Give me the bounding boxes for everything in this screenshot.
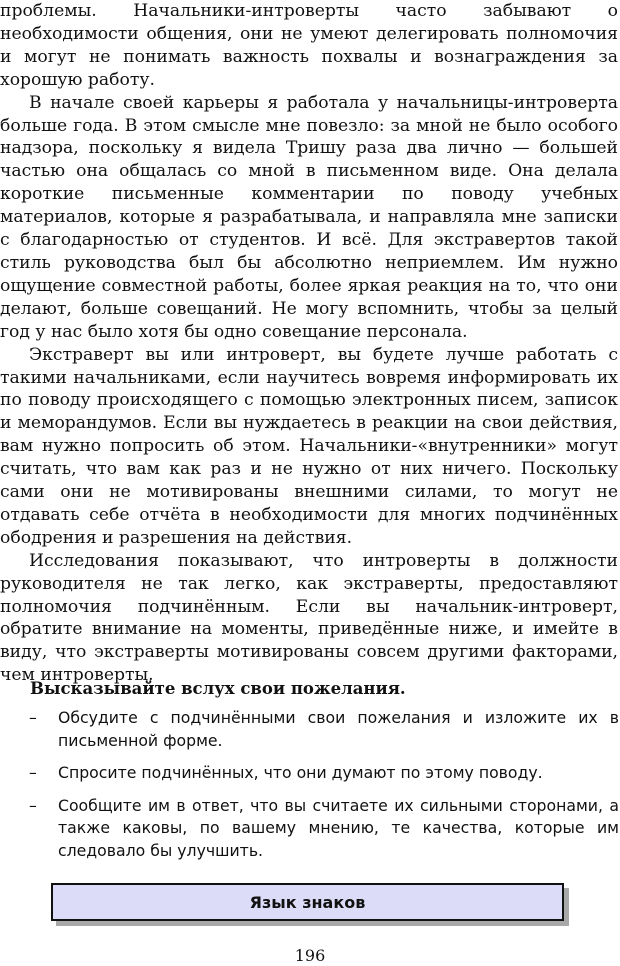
section-title: Язык знаков [249,892,366,912]
list-item [0,707,620,752]
page-number: 196 [294,946,326,965]
section-subheading: Высказывайте вслух свои пожелания. [30,679,406,698]
list-bullet: – [29,795,37,815]
list-bullet: – [29,708,37,727]
paragraph-research: Исследования показывают, что интроверты в должности руководителя не так легко, как экстраверты, предоставляют полномочия подчинённым. Если вы начальник-интроверт, обратите внимание на моменты, приведённые ниже, и имейте в виду, что экстраверты мотивированы совсем другими факторами, чем интроверты. [0,550,618,686]
paragraph-advice: Экстраверт вы или интроверт, вы будете лучше работать с такими начальниками, если научитесь вовремя информировать их по поводу происходящего с помощью электронных писем, записок и меморандумов. Если вы нуждаетесь в реакции на свои действия, вам нужно попросить об этом. Начальники-«внутренники» могут считать, что вам как раз и не нужно от них ничего. Поскольку сами они не мотивированы внешними силами, то могут не отдавать себе отчёта в необходимости для многих подчинённых ободрения и разрешения на действия. [0,344,618,548]
list-item-text: Обсудите с подчинёнными свои пожелания и изложите их в письменной форме. [58,708,619,750]
section-title-box [51,883,564,921]
list-item [0,795,620,863]
list-bullet: – [29,763,37,782]
list-item-text: Спросите подчинённых, что они думают по этому поводу. [58,763,543,782]
list-item [0,762,620,785]
paragraph-continued: проблемы. Начальники-интроверты часто забывают о необходимости общения, они не умеют делегировать полномочия и могут не понимать важность похвалы и вознаграждения за хорошую работу. [0,1,618,90]
paragraph-career: В начале своей карьеры я работала у начальницы-интроверта больше года. В этом смысле мне повезло: за мной не было особого надзора, поскольку я видела Тришу раза два лично — большей частью она общалась со мной в письменном виде. Она делала короткие письменные комментарии по поводу учебных материалов, которые я разрабатывала, и направляла мне записки с благодарностью от студентов. И всё. Для экстравертов такой стиль руководства был бы абсолютно неприемлем. Им нужно ощущение совместной работы, более яркая реакция на то, что они делают, больше совещаний. Не могу вспомнить, чтобы за целый год у нас было хотя бы одно совещание персонала. [0,92,618,342]
list-item-text: Сообщите им в ответ, что вы считаете их сильными сторонами, а также каковы, по вашему мнению, те качества, которые им следовало бы улучшить. [58,795,619,860]
tips-list [0,707,620,872]
